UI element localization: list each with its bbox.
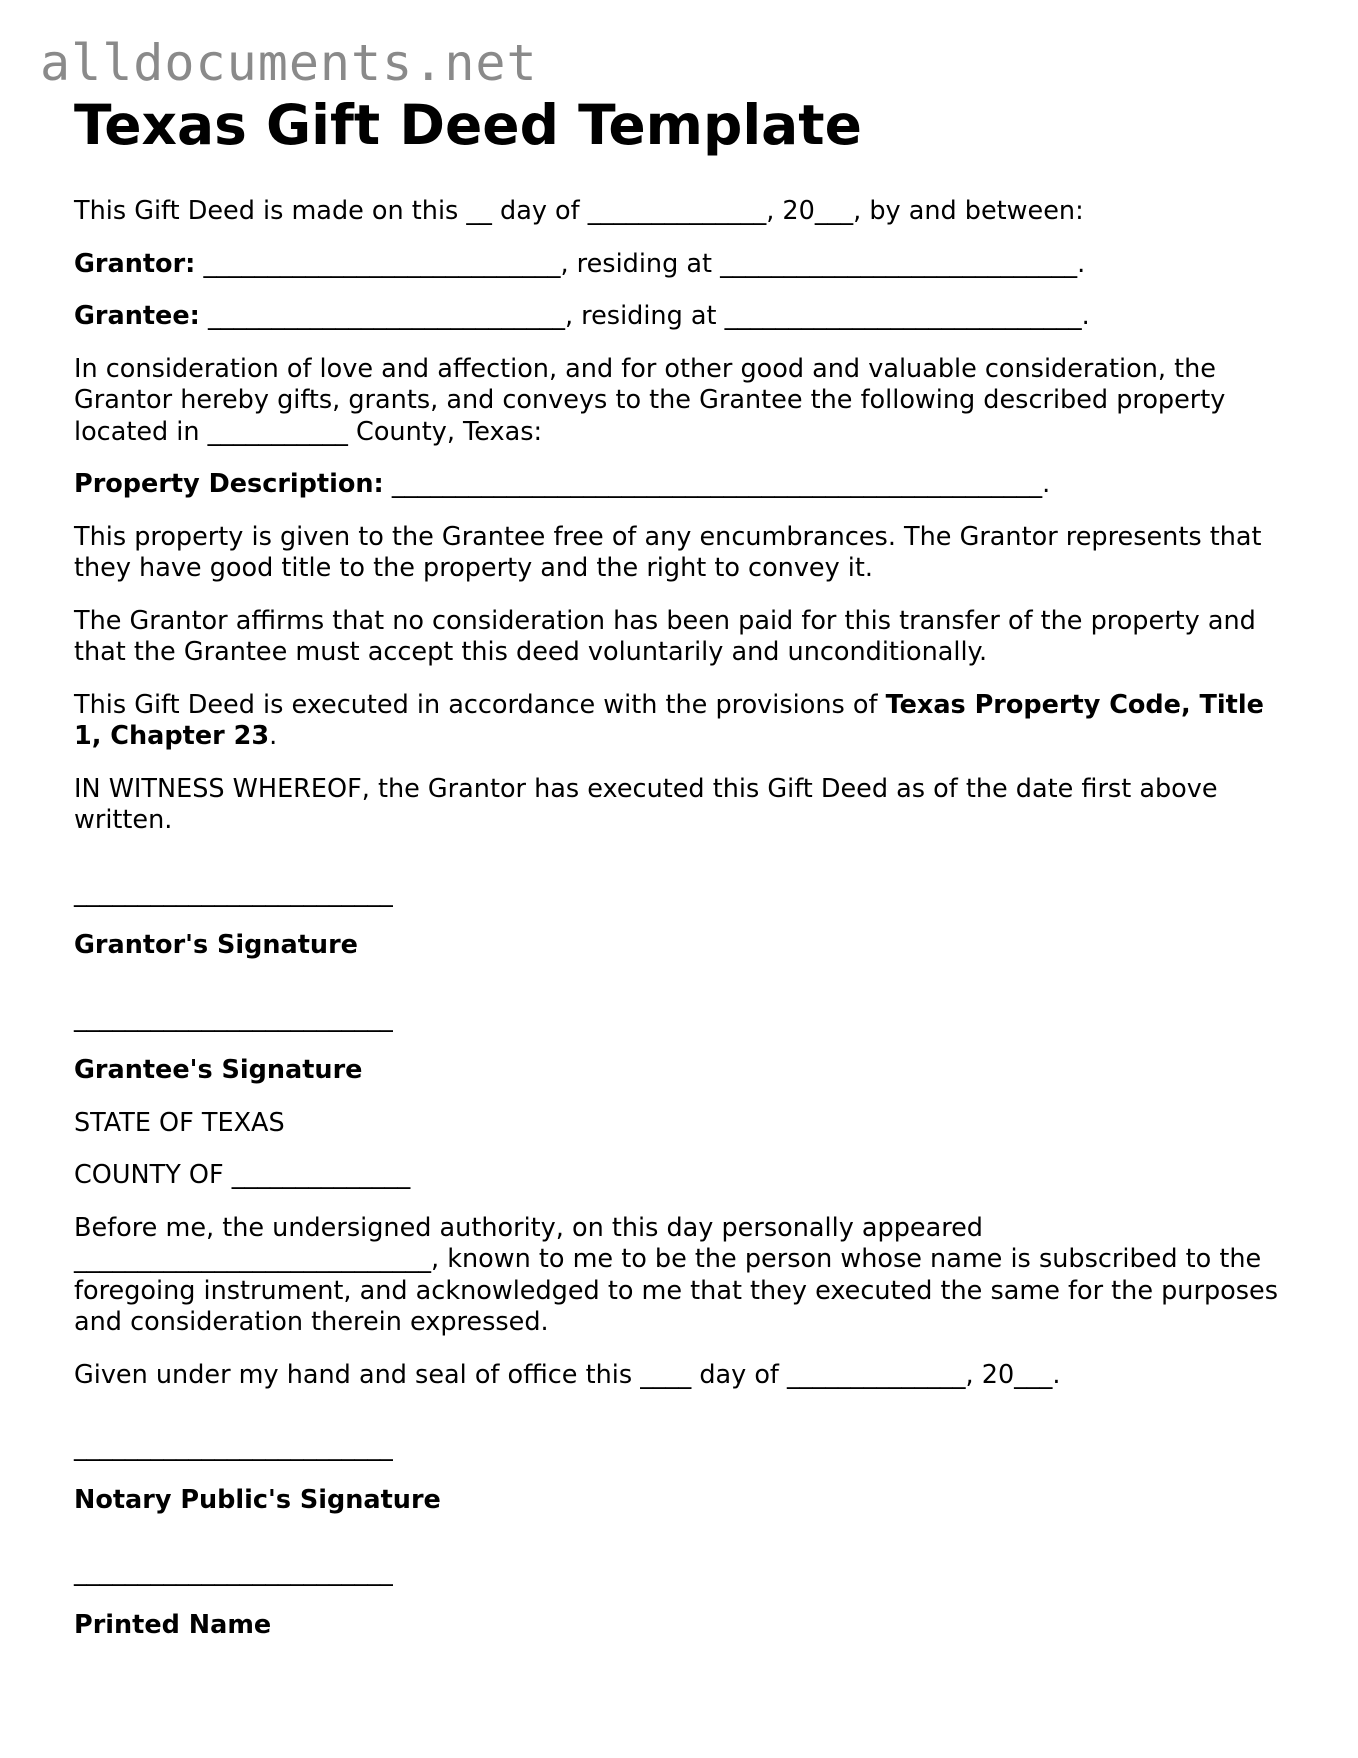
document-page: [74, 92, 1284, 1641]
encumbrances-paragraph: This property is given to the Grantee free of any encumbrances. The Grantor represents that they have good title to the property and the right to convey it.: [74, 521, 1262, 583]
grantee-line: [74, 301, 1284, 333]
grantor-label: Grantor:: [74, 248, 196, 279]
intro-paragraph: This Gift Deed is made on this __ day of ______________, 20___, by and between:: [74, 196, 1084, 226]
consideration-paragraph: In consideration of love and affection, and for other good and valuable consideration, the Grantor hereby gifts, grants, and conveys to the Grantee the following described property located in ___________ County, Texas:: [74, 353, 1226, 447]
grantor-line: [74, 249, 1284, 281]
grantor-signature-label: Grantor's Signature: [74, 930, 358, 960]
witness-paragraph: IN WITNESS WHEREOF, the Grantor has executed this Gift Deed as of the date first above written.: [74, 773, 1218, 835]
affirmation-paragraph: The Grantor affirms that no consideration has been paid for this transfer of the property and that the Grantee must accept this deed voluntarily and unconditionally.: [74, 605, 1256, 667]
property-description-label: Property Description:: [74, 469, 384, 499]
given-under-hand-line: Given under my hand and seal of office this ____ day of ______________, 20___.: [74, 1359, 1061, 1390]
notary-signature-label: Notary Public's Signature: [74, 1484, 441, 1515]
printed-name-label: Printed Name: [74, 1609, 272, 1640]
grantee-label: Grantee:: [74, 301, 200, 331]
printed-name-line: _________________________: [74, 1557, 393, 1587]
county-of-line: COUNTY OF ______________: [74, 1160, 411, 1190]
provisions-text: This Gift Deed is executed in accordance with the provisions of: [74, 689, 886, 720]
property-description-line: [74, 469, 1284, 501]
provisions-end: .: [269, 721, 278, 751]
notary-signature-line: _________________________: [74, 1432, 393, 1462]
acknowledgment-paragraph: Before me, the undersigned authority, on this day personally appeared ____________________________, known to me to be the person whose name is subscribed to the foregoing instrument, and acknowledged to me that they executed the same for the purposes and consideration therein expressed.: [74, 1212, 1279, 1337]
document-title: Texas Gift Deed Template: [74, 93, 862, 157]
provisions-paragraph: [74, 690, 1284, 753]
texas-property-code: Texas Property Code, Title 1, Chapter 23: [74, 689, 1264, 751]
watermark: alldocuments.net: [40, 34, 538, 92]
property-description-field: ___________________________________________________.: [383, 469, 1051, 499]
grantor-fields: ____________________________, residing at ____________________________.: [195, 248, 1086, 279]
state-of-texas: STATE OF TEXAS: [74, 1107, 285, 1138]
grantor-signature-line: _________________________: [74, 877, 393, 908]
grantee-signature-line: _________________________: [74, 1002, 393, 1033]
grantee-fields: ____________________________, residing at ____________________________.: [199, 301, 1090, 331]
grantee-signature-label: Grantee's Signature: [74, 1055, 363, 1085]
